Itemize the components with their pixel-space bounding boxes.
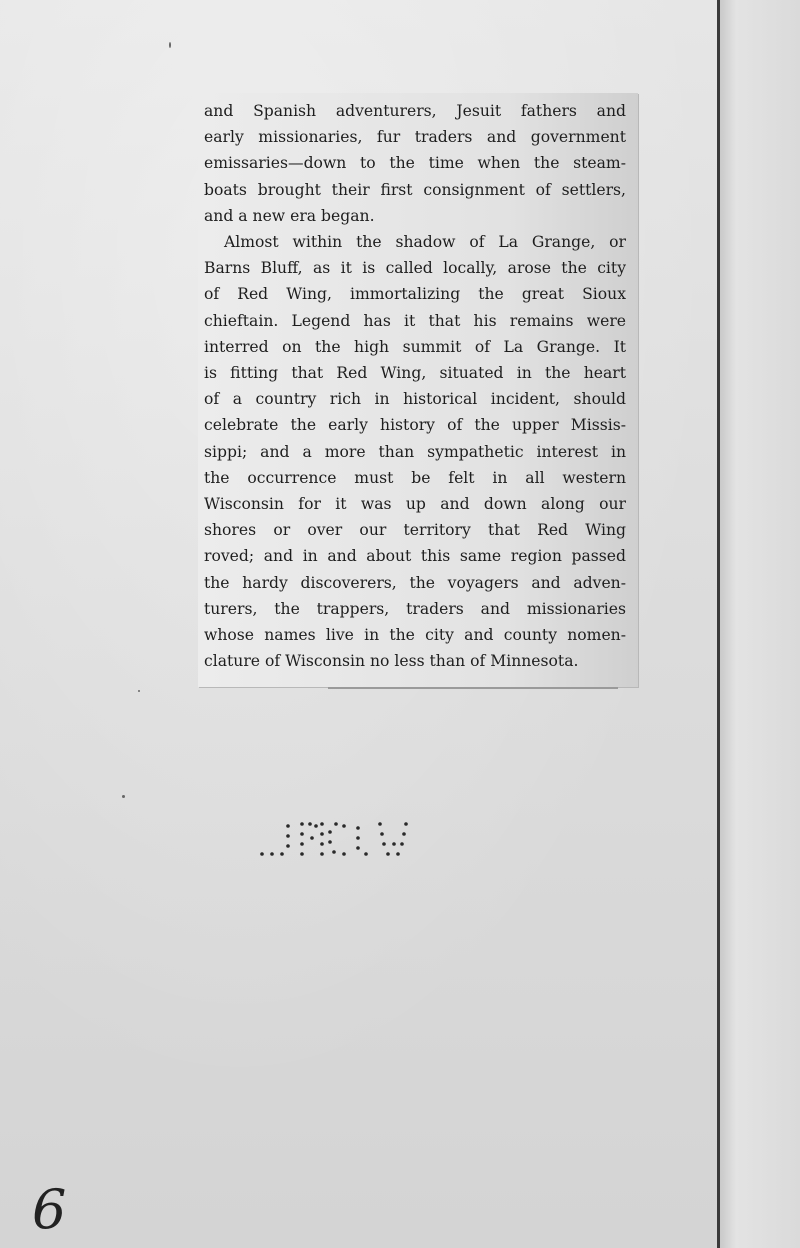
perforation-dot — [328, 830, 332, 834]
perforation-dot — [342, 824, 346, 828]
paragraph-2 — [204, 229, 626, 674]
perforation-dot — [320, 822, 324, 826]
paper-speck — [122, 795, 125, 798]
text-line: and a new era began. — [204, 206, 375, 225]
newspaper-clipping — [198, 93, 638, 687]
text-line: roved; and in and about this same region passed — [204, 547, 626, 566]
perforation-dot — [328, 840, 332, 844]
perforation-dot — [310, 836, 314, 840]
perforation-dot — [386, 852, 390, 856]
perforation-dot — [320, 832, 324, 836]
perforation-dot — [286, 844, 290, 848]
text-line: of a country rich in historical incident, should — [204, 390, 626, 409]
text-line: early missionaries, fur traders and government — [204, 128, 626, 147]
text-line: sippi; and a more than sympathetic interest in — [204, 442, 626, 461]
perforation-dot — [308, 822, 312, 826]
perforation-dot — [404, 822, 408, 826]
text-line: the occurrence must be felt in all western — [204, 468, 626, 487]
perforation-dot — [334, 822, 338, 826]
text-line: whose names live in the city and county nomen- — [204, 626, 626, 645]
perforation-dot — [300, 842, 304, 846]
text-line: clature of Wisconsin no less than of Minnesota. — [204, 652, 579, 671]
paragraph-1 — [204, 98, 626, 229]
perforation-dot — [382, 842, 386, 846]
perforation-dot — [364, 852, 368, 856]
perforation-dot — [270, 852, 274, 856]
perforation-dot — [342, 852, 346, 856]
clipping-text — [204, 98, 626, 674]
perforation-dot — [396, 852, 400, 856]
text-line: and Spanish adventurers, Jesuit fathers and — [204, 102, 626, 120]
perforation-dot — [400, 842, 404, 846]
perforation-dot — [300, 832, 304, 836]
text-line: is fitting that Red Wing, situated in the heart — [204, 364, 626, 383]
text-line: the hardy discoverers, the voyagers and adven- — [204, 573, 626, 592]
perforation-dot — [378, 822, 382, 826]
paper-speck — [138, 690, 140, 692]
text-line: boats brought their first consignment of settlers, — [204, 180, 626, 199]
perforation-dot — [356, 846, 360, 850]
perforation-dot — [380, 832, 384, 836]
text-line: turers, the trappers, traders and missionaries — [204, 599, 626, 618]
perforation-dot — [320, 842, 324, 846]
perforation-dot — [300, 822, 304, 826]
page-number: 6 — [32, 1178, 67, 1241]
text-line: chieftain. Legend has it that his remains were — [204, 311, 626, 330]
perforation-dot — [356, 836, 360, 840]
perforation-dot — [260, 852, 264, 856]
page-edge-strip — [717, 0, 800, 1248]
text-line: celebrate the early history of the upper Missis- — [204, 416, 626, 435]
text-line: emissaries—down to the time when the steam- — [204, 154, 626, 173]
text-line: Barns Bluff, as it is called locally, arose the city — [204, 259, 626, 278]
perforation-dot — [356, 826, 360, 830]
perforation-dot — [286, 834, 290, 838]
text-line: interred on the high summit of La Grange. It — [204, 337, 626, 356]
perforation-dot — [314, 824, 318, 828]
text-line: of Red Wing, immortalizing the great Sioux — [204, 285, 626, 304]
text-line: Almost within the shadow of La Grange, or — [224, 233, 626, 252]
perforation-dot — [392, 842, 396, 846]
perforation-dot — [286, 824, 290, 828]
perforation-dot — [300, 852, 304, 856]
perforation-dot — [320, 852, 324, 856]
paper-speck — [169, 42, 171, 48]
text-line: Wisconsin for it was up and down along our — [204, 495, 626, 514]
perforation-dot — [402, 832, 406, 836]
perforation-dot — [280, 852, 284, 856]
perforation-dot — [332, 850, 336, 854]
text-line: shores or over our territory that Red Wing — [204, 521, 626, 540]
perforation-stamp — [258, 818, 418, 862]
